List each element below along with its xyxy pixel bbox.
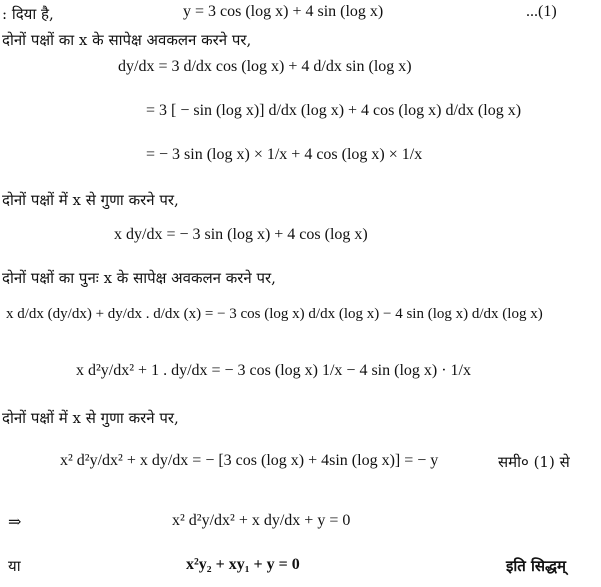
- reference-eq-1: समी० (1) से: [498, 453, 570, 471]
- given-equation: y = 3 cos (log x) + 4 sin (log x): [183, 3, 384, 20]
- qed-label: इति सिद्धम्: [506, 557, 567, 575]
- final-result: x²y₂ + xy₁ + y = 0: [186, 556, 300, 573]
- instruction-multiply-x-1: दोनों पक्षों में x से गुणा करने पर,: [2, 191, 179, 209]
- instruction-differentiate: दोनों पक्षों का x के सापेक्ष अवकलन करने पर,: [2, 31, 252, 49]
- derivative-step-5: x d/dx (dy/dx) + dy/dx . d/dx (x) = − 3 cos (log x) d/dx (log x) − 4 sin (log x) d/dx (log x): [6, 306, 543, 322]
- derivative-step-7: x² d²y/dx² + x dy/dx = − [3 cos (log x) + 4sin (log x)] = − y: [60, 452, 439, 469]
- given-label: : दिया है,: [2, 5, 54, 23]
- implies-symbol: ⇒: [8, 514, 22, 531]
- derivative-step-1: dy/dx = 3 d/dx cos (log x) + 4 d/dx sin (log x): [118, 58, 412, 75]
- derivative-step-2: = 3 [ − sin (log x)] d/dx (log x) + 4 cos (log x) d/dx (log x): [146, 102, 522, 119]
- equation-tag-1: ...(1): [526, 3, 557, 20]
- derivative-step-4: x dy/dx = − 3 sin (log x) + 4 cos (log x): [114, 226, 368, 243]
- instruction-multiply-x-2: दोनों पक्षों में x से गुणा करने पर,: [2, 409, 179, 427]
- derivative-step-3: = − 3 sin (log x) × 1/x + 4 cos (log x) × 1/x: [146, 146, 423, 163]
- derivative-step-6: x d²y/dx² + 1 . dy/dx = − 3 cos (log x) 1/x − 4 sin (log x) · 1/x: [76, 362, 471, 379]
- or-label: या: [8, 557, 21, 575]
- instruction-differentiate-again: दोनों पक्षों का पुनः x के सापेक्ष अवकलन करने पर,: [2, 269, 276, 287]
- derivative-step-8: x² d²y/dx² + x dy/dx + y = 0: [172, 512, 351, 529]
